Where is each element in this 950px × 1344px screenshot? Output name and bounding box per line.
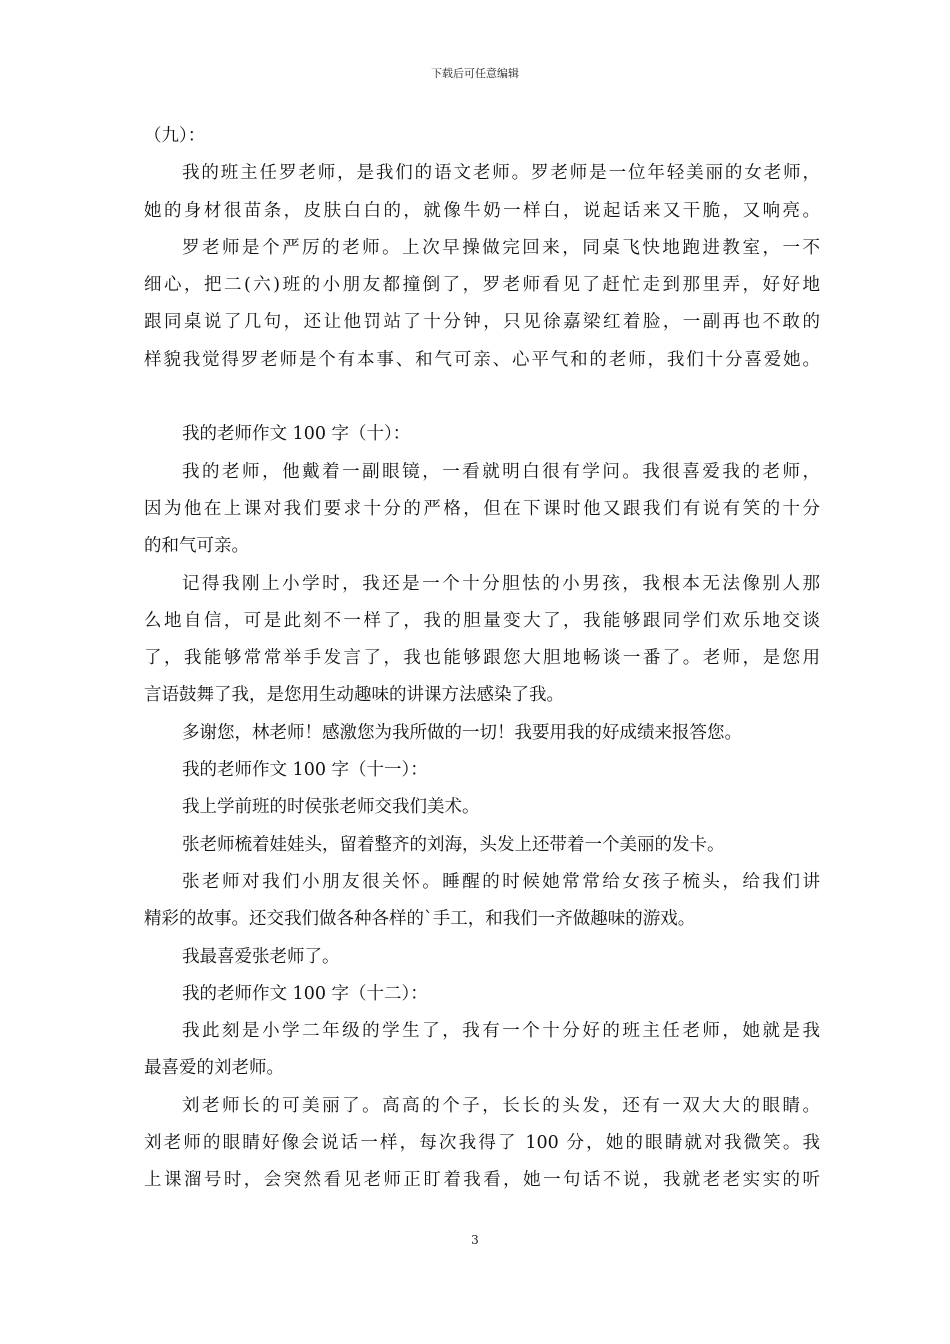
text-line: （九）： (144, 126, 206, 146)
text-line: 我此刻是小学二年级的学生了，我有一个十分好的班主任老师，她就是我 (182, 1021, 820, 1042)
text-line: 因为他在上课对我们要求十分的严格，但在下课时他又跟我们有说有笑的十分 (144, 498, 820, 519)
document-body (144, 118, 820, 1200)
text-line: 她的身材很苗条，皮肤白白的，就像牛奶一样白，说起话来又干脆，又响亮。 (144, 200, 820, 221)
text-line: 刘老师的眼睛好像会说话一样，每次我得了 100 分，她的眼睛就对我微笑。我 (144, 1133, 820, 1154)
text-line: 的和气可亲。 (144, 536, 249, 557)
text-line: 张老师梳着娃娃头，留着整齐的刘海，头发上还带着一个美丽的发卡。 (182, 834, 725, 855)
text-line: 最喜爱的刘老师。 (144, 1058, 284, 1079)
page-header: 下载后可任意编辑 (431, 67, 519, 80)
text-line: 多谢您，林老师！感激您为我所做的一切！我要用我的好成绩来报答您。 (182, 722, 742, 743)
text-line: 上课溜号时，会突然看见老师正盯着我看，她一句话不说，我就老老实实的听 (144, 1170, 820, 1191)
text-line: 样貌我觉得罗老师是个有本事、和气可亲、心平气和的老师，我们十分喜爱她。 (144, 349, 820, 370)
section-heading: 我的老师作文 100 字（十）： (182, 424, 411, 445)
page-number: 3 (471, 1233, 479, 1247)
section-heading: 我的老师作文 100 字（十二）： (182, 983, 428, 1004)
text-line: 张老师对我们小朋友很关怀。睡醒的时候她常常给女孩子梳头，给我们讲 (182, 871, 820, 892)
text-line: 刘老师长的可美丽了。高高的个子，长长的头发，还有一双大大的眼睛。 (182, 1095, 820, 1116)
text-line: 我的老师，他戴着一副眼镜，一看就明白很有学问。我很喜爱我的老师， (182, 461, 820, 482)
text-line: 我的班主任罗老师，是我们的语文老师。罗老师是一位年轻美丽的女老师， (182, 163, 820, 184)
blank-line (144, 379, 820, 416)
section-heading: 我的老师作文 100 字（十一）： (182, 760, 428, 781)
text-line: 我最喜爱张老师了。 (182, 946, 340, 967)
text-line: 言语鼓舞了我，是您用生动趣味的讲课方法感染了我。 (144, 685, 564, 706)
text-line: 了，我能够常常举手发言了，我也能够跟您大胆地畅谈一番了。老师，是您用 (144, 648, 820, 669)
text-line: 精彩的故事。还交我们做各种各样的`手工，和我们一齐做趣味的游戏。 (144, 909, 696, 930)
text-line: 我上学前班的时侯张老师交我们美术。 (182, 797, 480, 818)
text-line: 跟同桌说了几句，还让他罚站了十分钟，只见徐嘉梁红着脸，一副再也不敢的 (144, 312, 820, 333)
text-line: 罗老师是个严厉的老师。上次早操做完回来，同桌飞快地跑进教室，一不 (182, 237, 820, 258)
text-line: 细心，把二(六)班的小朋友都撞倒了，罗老师看见了赶忙走到那里弄，好好地 (144, 275, 820, 296)
text-line: 么地自信，可是此刻不一样了，我的胆量变大了，我能够跟同学们欢乐地交谈 (144, 610, 820, 631)
text-line: 记得我刚上小学时，我还是一个十分胆怯的小男孩，我根本无法像别人那 (182, 573, 820, 594)
